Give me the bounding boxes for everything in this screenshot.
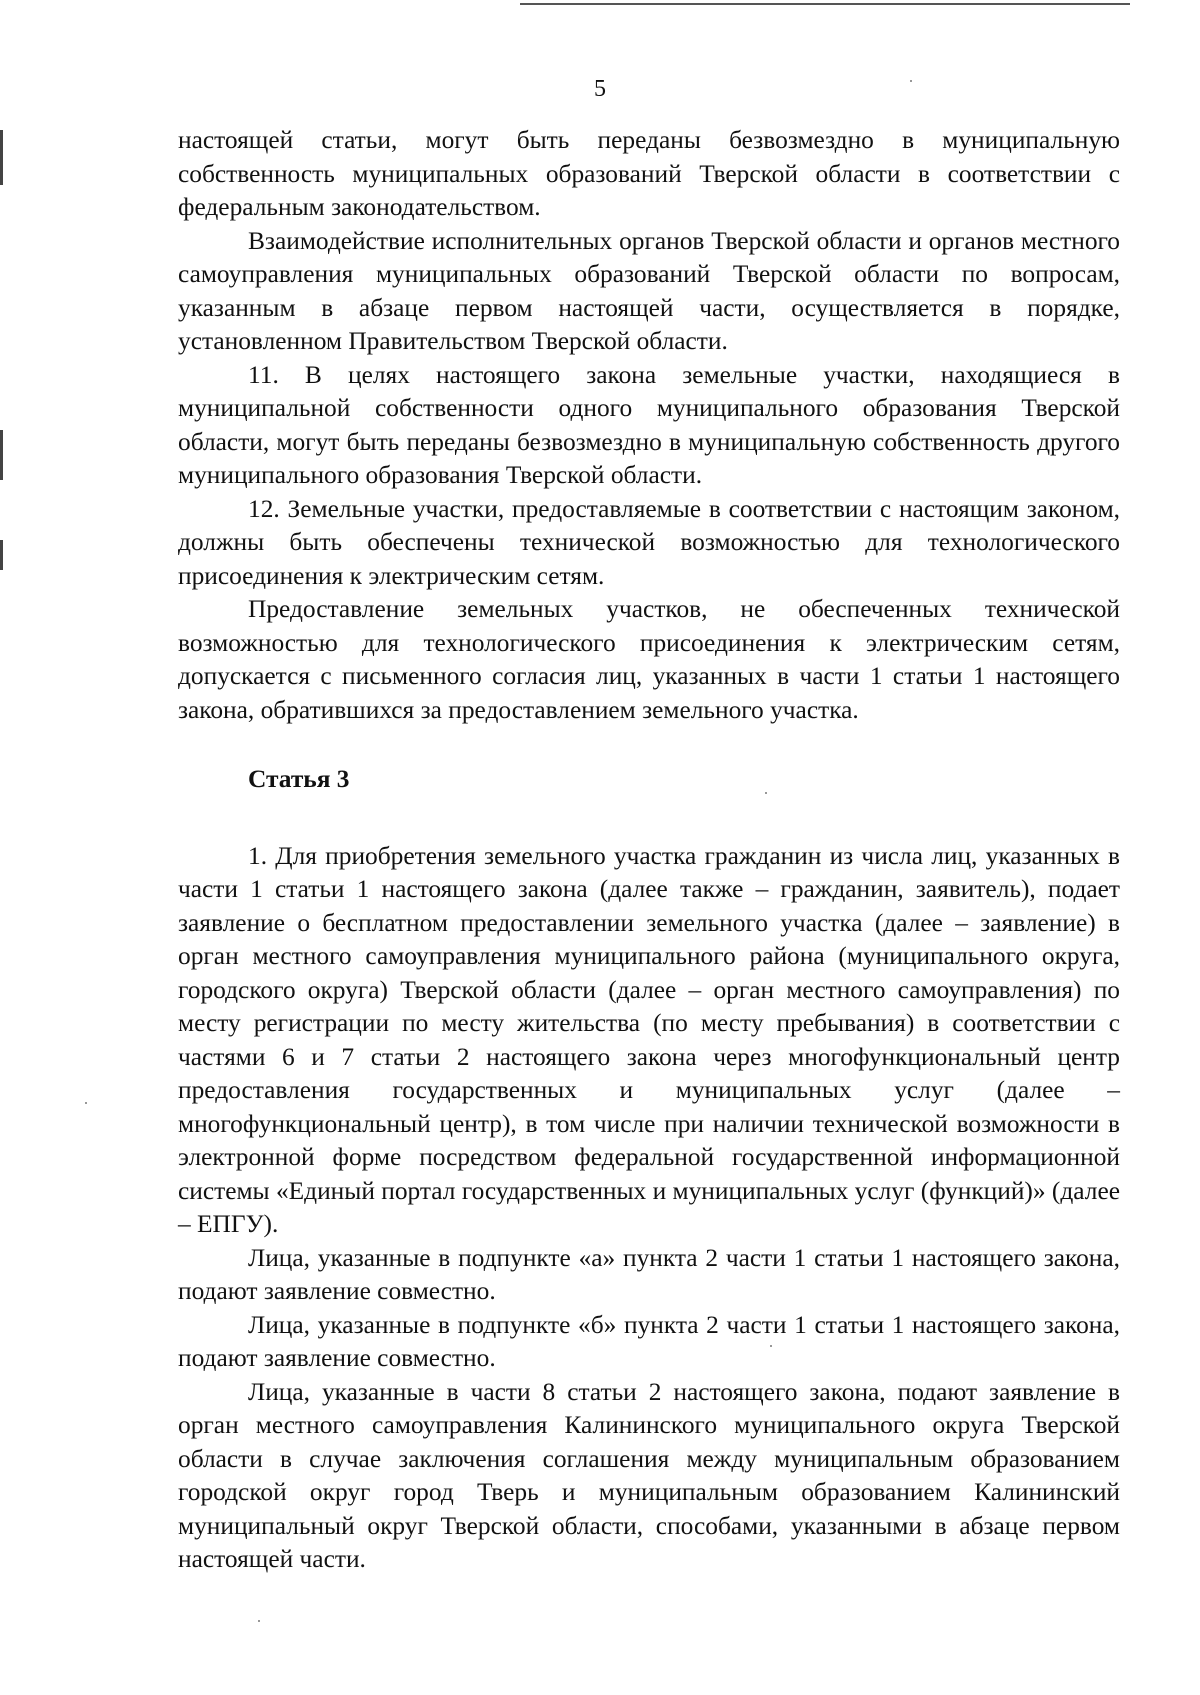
paragraph-item-11: 11. В целях настоящего закона земельные участки, находящиеся в муниципальной собственности одного муниципального образования Тверской области, могут быть переданы безвозмездно в муниципальную собственность другого муниципального образования Тверской области.: [178, 360, 1120, 489]
paragraph-item-1: 1. Для приобретения земельного участка гражданин из числа лиц, указанных в части 1 статьи 1 настоящего закона (далее также – гражданин, заявитель), подает заявление о бесплатном предоставлении земельного участка (далее – заявление) в орган местного самоуправления муниципального района (муниципального округа, городского округа) Тверской области (далее – орган местного самоуправления) по месту регистрации по месту жительства (по месту пребывания) в соответствии с частями 6 и 7 статьи 2 настоящего закона через многофункциональный центр предоставления государственных и муниципальных услуг (далее – многофункциональный центр), в том числе при наличии технической возможности в электронной форме посредством федеральной государственной информационной системы «Единый портал государственных и муниципальных услуг (функций)» (далее – ЕПГУ).: [178, 841, 1120, 1238]
scan-left-edge-mark: [0, 540, 3, 570]
scan-speck: [85, 1102, 87, 1104]
scan-top-edge-line: [520, 3, 1130, 5]
paragraph: Лица, указанные в подпункте «б» пункта 2 части 1 статьи 1 настоящего закона, подают заявление совместно.: [178, 1310, 1120, 1372]
paragraph: Лица, указанные в части 8 статьи 2 настоящего закона, подают заявление в орган местного самоуправления Калининского муниципального округа Тверской области в случае заключения соглашения между муниципальным образованием городской округ город Тверь и муниципальным образованием Калининский муниципальный округ Тверской области, способами, указанными в абзаце первом настоящей части.: [178, 1377, 1120, 1573]
page-number: 5: [594, 76, 606, 102]
scan-left-edge-mark: [0, 130, 3, 185]
paragraph: Лица, указанные в подпункте «а» пункта 2 части 1 статьи 1 настоящего закона, подают заявление совместно.: [178, 1243, 1120, 1305]
article-heading: Статья 3: [248, 765, 350, 793]
paragraph-item-12: 12. Земельные участки, предоставляемые в соответствии с настоящим законом, должны быть обеспечены технической возможностью для технологического присоединения к электрическим сетям.: [178, 494, 1120, 590]
document-body: [178, 124, 1120, 1577]
paragraph: Предоставление земельных участков, не обеспеченных технической возможностью для технологического присоединения к электрическим сетям, допускается с письменного согласия лиц, указанных в части 1 статьи 1 настоящего закона, обратившихся за предоставлением земельного участка.: [178, 595, 1120, 724]
paragraph: Взаимодействие исполнительных органов Тверской области и органов местного самоуправления муниципальных образований Тверской области по вопросам, указанным в абзаце первом настоящей части, осуществляется в порядке, установленном Правительством Тверской области.: [178, 226, 1120, 355]
paragraph-continuation: настоящей статьи, могут быть переданы безвозмездно в муниципальную собственность муниципальных образований Тверской области в соответствии с федеральным законодательством.: [178, 126, 1120, 221]
scan-speck: [258, 1620, 260, 1622]
scan-left-edge-mark: [0, 430, 3, 480]
